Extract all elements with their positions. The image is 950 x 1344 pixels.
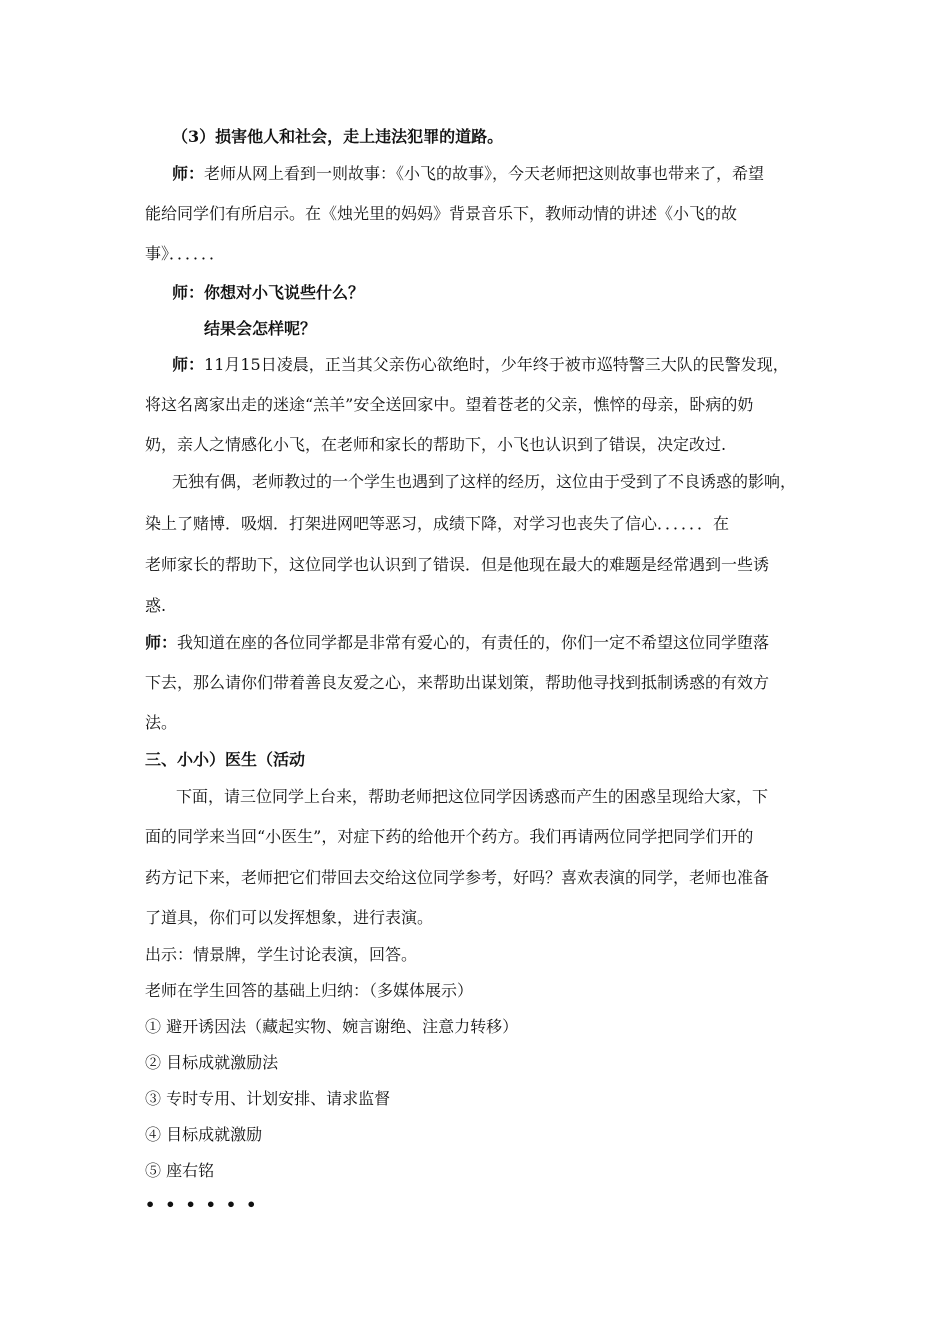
paragraph-line: 下面，请三位同学上台来，帮助老师把这位同学因诱惑而产生的困惑呈现给大家，下	[176, 787, 769, 806]
teacher-line	[172, 164, 764, 184]
list-item: ② 目标成就激励法	[145, 1053, 279, 1072]
paragraph-line: 了道具，你们可以发挥想象，进行表演。	[145, 908, 434, 927]
teacher-question: 结果会怎样呢？	[204, 319, 317, 338]
paragraph-line: 奶，亲人之情感化小飞，在老师和家长的帮助下，小飞也认识到了错误，决定改过.	[145, 435, 727, 454]
paragraph-text: 我知道在座的各位同学都是非常有爱心的，有责任的，你们一定不希望这位同学堕落	[177, 633, 770, 652]
point-3-heading: （3）损害他人和社会，走上违法犯罪的道路。	[172, 127, 504, 146]
paragraph-line: 老师家长的帮助下，这位同学也认识到了错误．但是他现在最大的难题是经常遇到一些诱	[145, 555, 770, 574]
paragraph-text: 11月15日凌晨，正当其父亲伤心欲绝时，少年终于被市巡特警三大队的民警发现，	[204, 355, 789, 374]
list-item: ⑤ 座右铭	[145, 1161, 215, 1180]
paragraph-line: 老师在学生回答的基础上归纳：（多媒体展示）	[145, 981, 474, 1000]
paragraph-line: 药方记下来，老师把它们带回去交给这位同学参考，好吗？喜欢表演的同学，老师也准备	[145, 868, 770, 887]
speaker-label: 师：	[172, 355, 205, 374]
speaker-label: 师：	[172, 164, 205, 183]
list-item: ③ 专时专用、计划安排、请求监督	[145, 1089, 391, 1108]
paragraph-line: 出示：情景牌，学生讨论表演，回答。	[145, 945, 418, 964]
paragraph-text: 老师从网上看到一则故事：《小飞的故事》，今天老师把这则故事也带来了，希望	[204, 164, 765, 183]
teacher-line	[172, 355, 789, 375]
paragraph-line: 法。	[145, 713, 178, 732]
list-item: ① 避开诱因法（藏起实物、婉言谢绝、注意力转移）	[145, 1017, 519, 1036]
paragraph-line: 面的同学来当回“小医生”，对症下药的给他开个药方。我们再请两位同学把同学们开的	[145, 827, 754, 846]
paragraph-line: 将这名离家出走的迷途“羔羊”安全送回家中。望着苍老的父亲，憔悴的母亲，卧病的奶	[145, 395, 754, 414]
teacher-line	[145, 633, 769, 653]
paragraph-line: 事》．．．．．．	[145, 244, 226, 263]
speaker-label: 师：	[145, 633, 178, 652]
paragraph-line: 下去，那么请你们带着善良友爱之心，来帮助出谋划策，帮助他寻找到抵制诱惑的有效方	[145, 673, 770, 692]
section-heading: 三、小小）医生（活动	[145, 750, 306, 769]
paragraph-line: 无独有偶，老师教过的一个学生也遇到了这样的经历，这位由于受到了不良诱惑的影响，	[172, 472, 797, 491]
paragraph-line: 染上了赌博．吸烟．打架进网吧等恶习，成绩下降，对学习也丧失了信心．．．．．．在	[145, 514, 730, 533]
ellipsis-dots: ••••••	[145, 1195, 267, 1214]
paragraph-line: 惑.	[145, 596, 167, 615]
list-item: ④ 目标成就激励	[145, 1125, 263, 1144]
teacher-question: 师：你想对小飞说些什么？	[172, 283, 365, 302]
paragraph-line: 能给同学们有所启示。在《烛光里的妈妈》背景音乐下，教师动情的讲述《小飞的故	[145, 204, 738, 223]
